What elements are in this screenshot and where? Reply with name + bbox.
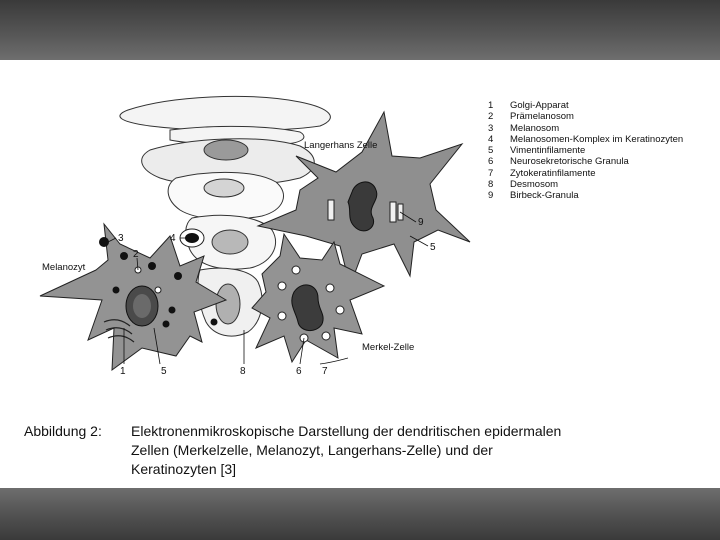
- marker-4: 4: [170, 233, 176, 244]
- legend-item: 1 Golgi-Apparat: [488, 100, 569, 111]
- marker-5-melanocyte: 5: [161, 366, 167, 377]
- legend-item: 4 Melanosomen-Komplex im Keratinozyten: [488, 133, 684, 145]
- caption-line: Keratinozyten [3]: [131, 461, 237, 477]
- keratinocyte-nucleus: [204, 140, 248, 160]
- marker-7: 7: [322, 366, 328, 377]
- bottom-decorative-band: [0, 488, 720, 540]
- legend-item: 8 Desmosom: [488, 179, 559, 191]
- legend-item: 9 Birbeck-Granula: [488, 190, 579, 202]
- caption-body: [131, 422, 691, 479]
- marker-5-langerhans: 5: [430, 242, 436, 253]
- label-melanocyte: Melanozyt: [42, 262, 86, 273]
- figure-panel: [0, 60, 720, 488]
- caption-lead: Abbildung 2:: [24, 423, 102, 439]
- top-decorative-band: [0, 0, 720, 60]
- marker-8: 8: [240, 366, 246, 377]
- marker-9: 9: [418, 217, 424, 228]
- legend-item: 6 Neurosekretorische Granula: [488, 156, 629, 168]
- keratinocyte-top: [120, 96, 330, 130]
- caption-line: Elektronenmikroskopische Darstellung der dendritischen epidermalen: [131, 423, 562, 439]
- caption-line: Zellen (Merkelzelle, Melanozyt, Langerhans-Zelle) und der: [131, 442, 493, 458]
- label-merkel-cell: Merkel-Zelle: [362, 342, 415, 353]
- label-langerhans-cell: Langerhans Zelle: [304, 140, 378, 151]
- marker-6: 6: [296, 366, 302, 377]
- legend-item: 3 Melanosom: [488, 122, 560, 134]
- marker-1: 1: [120, 366, 126, 377]
- legend-item: 7 Zytokeratinfilamente: [488, 167, 596, 179]
- legend-item: 5 Vimentinfilamente: [488, 145, 586, 157]
- legend: [488, 100, 698, 202]
- legend-item: 2 Prämelanosom: [488, 111, 574, 123]
- marker-2: 2: [133, 249, 139, 260]
- marker-3: 3: [118, 233, 124, 244]
